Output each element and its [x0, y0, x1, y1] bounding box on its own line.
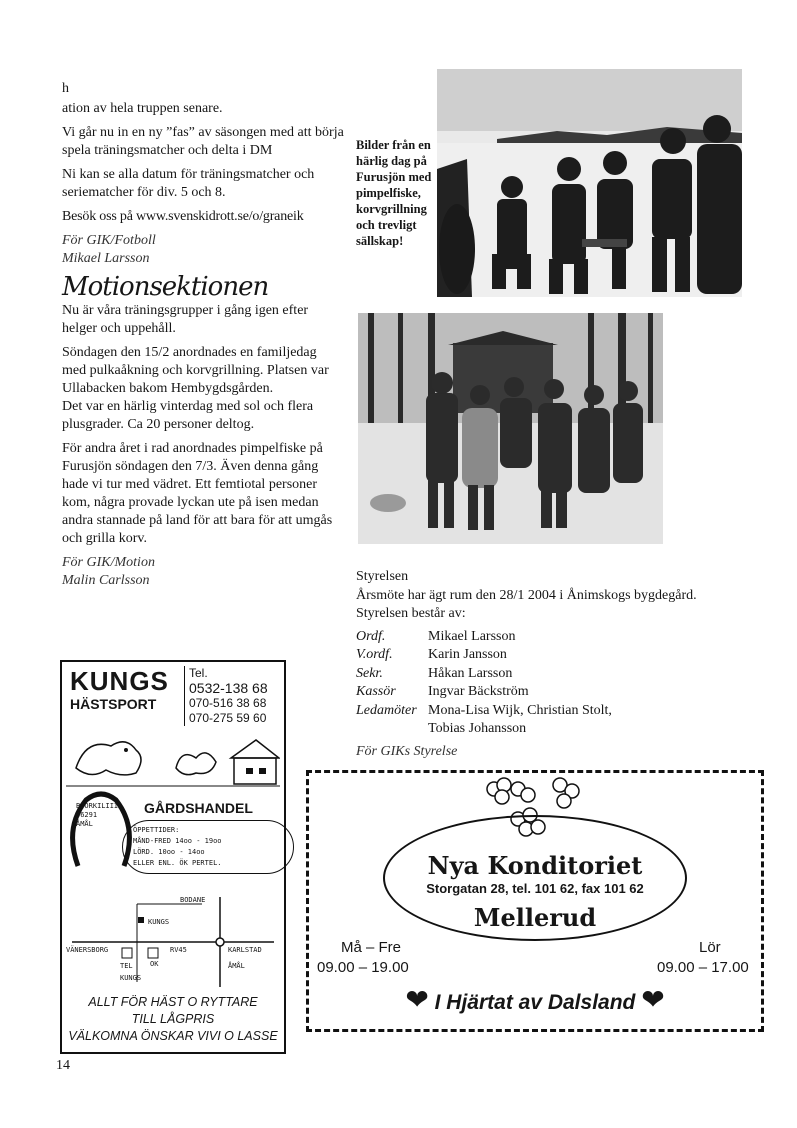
photo-ice-fishing-image [437, 69, 742, 297]
board-member [356, 683, 736, 702]
slogan: TILL LÅGPRIS [131, 1012, 215, 1026]
map-label: OK [150, 960, 159, 968]
board-name: Tobias Johansson [428, 721, 527, 736]
map-label: KUNGS [148, 918, 170, 926]
board-signature: För GIKs Styrelse [356, 743, 458, 759]
page-number: 14 [56, 1058, 70, 1073]
map-label: BODANE [180, 896, 206, 904]
address-stamp: BJÖRKILIII 66291 ÅMÅL [76, 802, 119, 828]
ad-phones [184, 666, 268, 726]
paragraph: Ni kan se alla datum för träningsmatcher och seriematcher för div. 5 och 8. [62, 167, 315, 200]
saturday-hours: 09.00 – 17.00 [657, 959, 749, 976]
opening-hours [122, 820, 294, 874]
signature-line: För GIK/Motion [62, 555, 155, 570]
opening-heading: ÖPPETTIDER: [133, 826, 180, 834]
ad-slogans [62, 994, 284, 1045]
opening-line: MÅND-FRED 14oo - 19oo [133, 837, 222, 845]
ad-nya-konditoriet [306, 770, 764, 1032]
paragraph: För andra året i rad anordnades pimpelfiske på Furusjön söndagen den 7/3. Även denna gång hade vi tur med vädret. Ett femtiotal personer kom, några provade lyckan ute på isen medan andra stannade på land för att bara för att umgås och grilla korv. [62, 441, 333, 546]
board-section [356, 568, 736, 761]
board-name: Håkan Larsson [428, 665, 513, 681]
bakery-slogan: I Hjärtat av Dalsland [434, 991, 636, 1014]
map-label: ÅMÅL [228, 962, 245, 970]
weekday-hours: 09.00 – 19.00 [317, 959, 409, 976]
tel-label: Tel. [189, 666, 208, 680]
board-intro: Årsmöte har ägt rum den 28/1 2004 i Ånimskogs bygdegård. Styrelsen består av: [356, 587, 697, 621]
board-role: Kassör [356, 684, 396, 699]
map-label: KARLSTAD [228, 946, 262, 954]
board-name: Ingvar Bäckström [428, 684, 529, 699]
board-heading: Styrelsen [356, 569, 409, 584]
bakery-slogan-row [309, 983, 761, 1016]
map-label: VÄNERSBORG [66, 946, 109, 954]
opening-line: LÖRD. 10oo - 14oo [133, 848, 205, 856]
board-name: Karin Jansson [428, 647, 507, 662]
paragraph: ation av hela truppen senare. [62, 101, 223, 116]
ad-brand-sub: HÄSTSPORT [70, 696, 157, 712]
board-member [356, 720, 736, 739]
orphan-letter: h [62, 81, 69, 96]
paragraph: Besök oss på www.svenskidrott.se/o/graneik [62, 209, 304, 224]
map-label: RV45 [170, 946, 187, 954]
phone: 070-516 38 68 [189, 696, 267, 710]
heart-icon: ❤ [641, 984, 665, 1015]
signature-name: Mikael Larsson [62, 251, 150, 266]
slogan: VÄLKOMNA ÖNSKAR VIVI O LASSE [68, 1029, 278, 1043]
photo-caption: Bilder från en härlig dag på Furusjön med pimpelfiske, korvgrillning och trevligt sällskap! [356, 138, 432, 248]
photo-ice-fishing [437, 69, 742, 297]
map-label: TEL [120, 962, 133, 970]
board-role [356, 720, 428, 739]
board-member [356, 628, 736, 647]
board-name: Mona-Lisa Wijk, Christian Stolt, [428, 702, 612, 718]
heart-icon: ❤ [405, 984, 429, 1015]
ad-brand: KUNGS [70, 666, 169, 696]
bakery-address: Storgatan 28, tel. 101 62, fax 101 62 [426, 881, 644, 896]
board-role: Sekr. [356, 665, 383, 681]
section-title: Motionsektionen [62, 272, 269, 302]
bakery-town: Mellerud [473, 903, 597, 932]
photo-family-day [358, 313, 663, 544]
weekday-label: Må – Fre [341, 939, 402, 956]
board-member [356, 646, 736, 665]
map-label: KUNGS [120, 974, 142, 982]
board-role: V.ordf. [356, 647, 393, 662]
paragraph: Nu är våra träningsgrupper i gång igen efter helger och uppehåll. [62, 303, 309, 336]
paragraph: Det var en härlig vinterdag med sol och flera plusgrader. Ca 20 personer deltog. [62, 399, 314, 432]
board-name: Mikael Larsson [428, 628, 516, 644]
board-member [356, 702, 736, 721]
paragraph: Vi går nu in en ny ”fas” av säsongen med att börja spela träningsmatcher och delta i DM [62, 125, 344, 158]
slogan: ALLT FÖR HÄST O RYTTARE [88, 995, 258, 1009]
board-role: Ordf. [356, 628, 386, 644]
phone: 0532-138 68 [189, 680, 268, 696]
directions-map [62, 892, 284, 992]
signature-line: För GIK/Fotboll [62, 233, 156, 248]
paragraph: Söndagen den 15/2 anordnades en familjedag med pulkaåkning och korvgrillning. Platsen var Ullabacken bakom Hembygdsgården. [62, 345, 329, 396]
photo-family-day-image [358, 313, 663, 544]
shop-label: GÅRDSHANDEL [144, 800, 253, 816]
horse-farm-drawing [66, 728, 280, 788]
left-column [62, 80, 344, 590]
opening-line: ELLER ENL. ÖK PERTEL. [133, 859, 222, 867]
saturday-label: Lör [699, 939, 721, 956]
board-role: Ledamöter [356, 702, 417, 718]
ad-kungs-hastsport [60, 660, 286, 1054]
bakery-name: Nya Konditoriet [427, 851, 643, 880]
board-member [356, 665, 736, 684]
phone: 070-275 59 60 [189, 711, 267, 725]
signature-name: Malin Carlsson [62, 573, 150, 588]
